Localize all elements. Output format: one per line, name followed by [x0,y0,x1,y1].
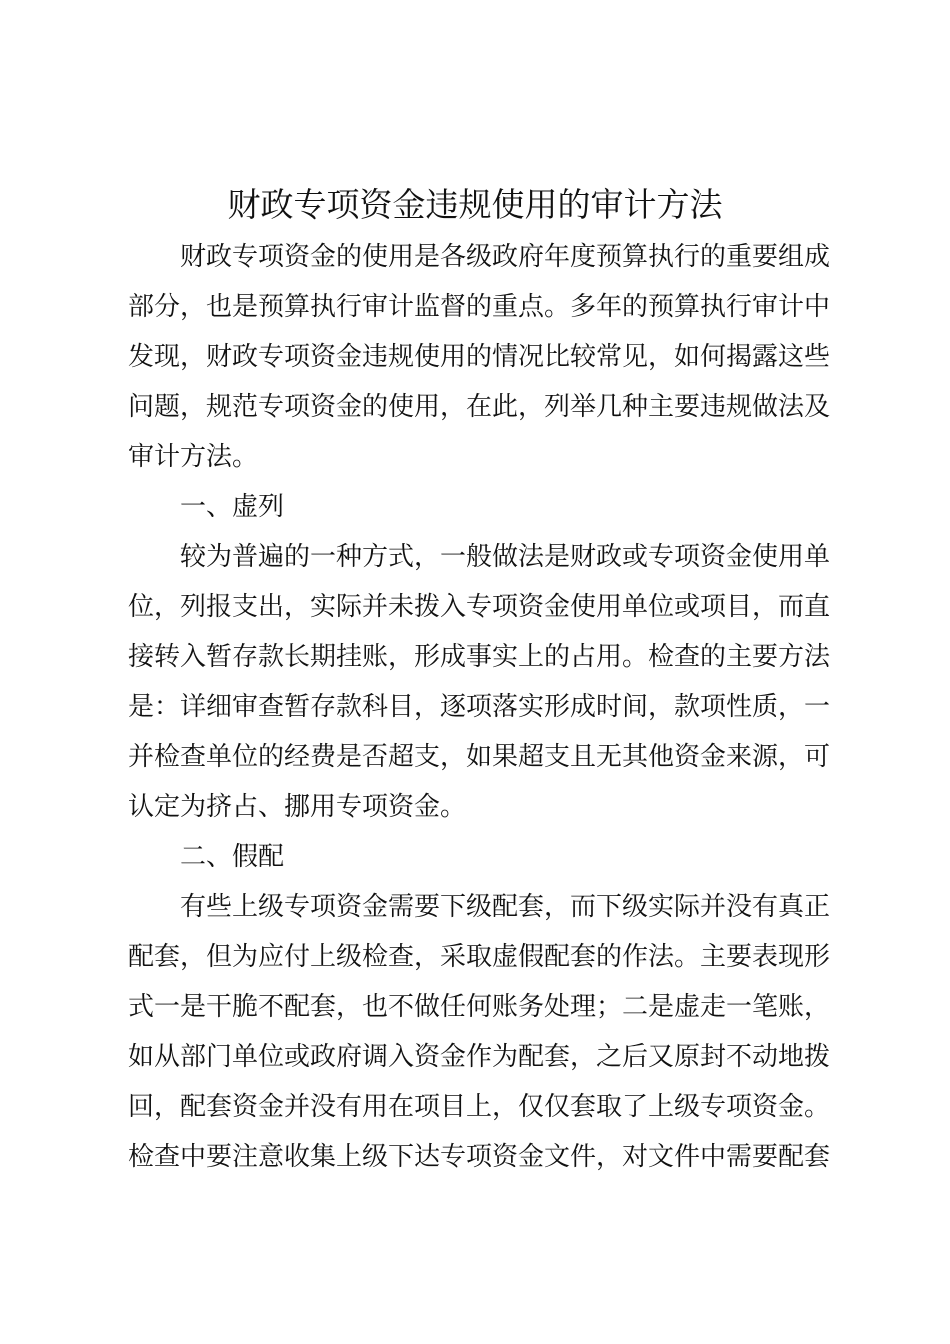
paragraph-line: 财政专项资金的使用是各级政府年度预算执行的重要组成 [180,242,831,272]
paragraph-line: 如从部门单位或政府调入资金作为配套，之后又原封不动地拨 [128,1042,831,1072]
paragraph-line: 并检查单位的经费是否超支，如果超支且无其他资金来源，可 [128,742,831,772]
paragraph-line: 检查中要注意收集上级下达专项资金文件，对文件中需要配套 [128,1142,831,1172]
section-heading: 一、虚列 [180,492,285,522]
paragraph-line: 发现，财政专项资金违规使用的情况比较常见，如何揭露这些 [128,342,831,372]
paragraph-line: 接转入暂存款长期挂账，形成事实上的占用。检查的主要方法 [128,642,831,672]
document-title: 财政专项资金违规使用的审计方法 [227,185,723,224]
paragraph-line: 认定为挤占、挪用专项资金。 [128,792,467,822]
paragraph-line: 位，列报支出，实际并未拨入专项资金使用单位或项目，而直 [128,592,831,622]
paragraph-line: 配套，但为应付上级检查，采取虚假配套的作法。主要表现形 [128,942,831,972]
paragraph-line: 部分，也是预算执行审计监督的重点。多年的预算执行审计中 [128,292,831,322]
paragraph-line: 有些上级专项资金需要下级配套，而下级实际并没有真正 [180,892,831,922]
paragraph-line: 问题，规范专项资金的使用，在此，列举几种主要违规做法及 [128,392,831,422]
document-body [128,232,838,1182]
paragraph-line: 较为普遍的一种方式，一般做法是财政或专项资金使用单 [180,542,831,572]
paragraph-line: 是：详细审查暂存款科目，逐项落实形成时间，款项性质，一 [128,692,831,722]
paragraph-line: 回，配套资金并没有用在项目上，仅仅套取了上级专项资金。 [128,1092,831,1122]
section-heading: 二、假配 [180,842,285,872]
paragraph-line: 式一是干脆不配套，也不做任何账务处理；二是虚走一笔账， [128,992,831,1022]
paragraph-line: 审计方法。 [128,442,259,472]
